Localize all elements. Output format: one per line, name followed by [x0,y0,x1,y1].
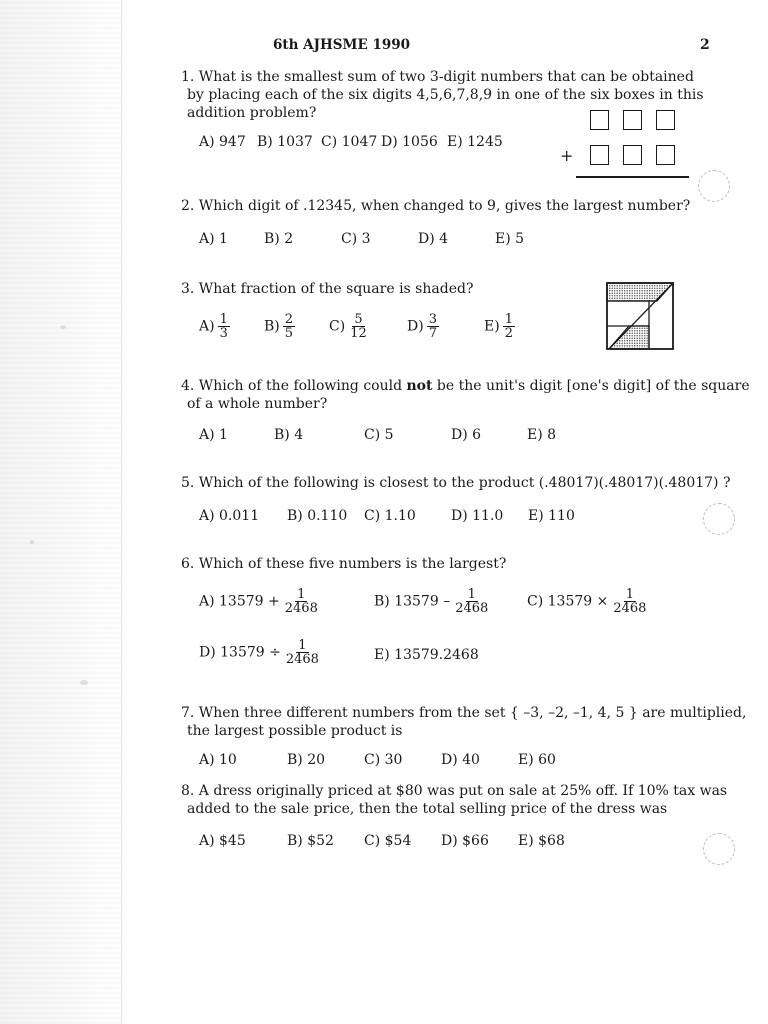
answer-choice [484,313,515,340]
question-line: of a whole number? [187,396,328,412]
fraction [284,639,321,666]
question-line: 5. Which of the following is closest to the product (.48017)(.48017)(.48017) ? [181,475,731,491]
answer-choice: B) 0.110 [287,508,348,524]
answer-choice: D) 1056 [381,134,438,150]
answer-choice: B) 1037 [257,134,313,150]
question-line: the largest possible product is [187,723,403,739]
answer-choice [199,313,230,340]
answer-choice [407,313,439,340]
answer-choice: E) 1245 [447,134,503,150]
digit-box [590,110,609,130]
question-line: 7. When three different numbers from the set { –3, –2, –1, 4, 5 } are multiplied, [181,705,747,721]
fraction-numerator: 1 [297,587,306,602]
answer-choice: C) 5 [364,427,394,443]
answer-choice: C) 3 [341,231,371,247]
choice-label: B) 13579 – [374,593,451,610]
question-line: 1. What is the smallest sum of two 3-digit numbers that can be obtained [181,69,694,85]
answer-choice: C) $54 [364,833,412,849]
fraction-denominator: 7 [428,326,437,341]
fraction [427,313,439,340]
punch-hole-mark [698,170,730,202]
fraction-numerator: 2 [284,312,294,327]
answer-choice [199,588,320,615]
answer-choice: E) 60 [518,752,556,768]
plus-sign: + [560,146,574,165]
fraction-numerator: 1 [504,312,513,327]
shaded-square-figure [606,282,674,350]
question-line: 8. A dress originally priced at $80 was put on sale at 25% off. If 10% tax was [181,783,728,799]
question-6-text [181,555,506,573]
answer-choice: C) 30 [364,752,403,768]
punch-hole-mark [703,503,735,535]
page-fold-line [121,0,122,1024]
choice-label: C) [329,318,346,335]
answer-choice: C) 1047 [321,134,378,150]
page-title: 6th AJHSME 1990 [273,37,411,53]
question-line: 3. What fraction of the square is shaded? [181,281,474,297]
fraction-denominator: 2 [504,326,513,341]
fraction-denominator: 2468 [285,652,319,667]
answer-choice: D) 4 [418,231,449,247]
question-4-text [181,377,750,413]
fraction-numerator: 1 [625,587,635,602]
answer-choice: A) 1 [199,427,228,443]
page-number: 2 [700,37,710,53]
question-8-text [181,782,727,818]
fraction-numerator: 1 [219,312,228,327]
question-line: 6. Which of these five numbers is the largest? [181,556,507,572]
scan-speck [30,540,34,544]
choice-label: D) [407,318,424,335]
answer-choice [264,313,295,340]
fraction-denominator: 2468 [613,601,647,616]
question-3-text [181,280,473,298]
digit-box [623,110,642,130]
answer-choice: D) $66 [441,833,489,849]
fraction [611,588,648,615]
answer-choice: A) 947 [199,134,246,150]
text-run: 4. Which of the following could [181,378,407,394]
answer-choice [527,588,648,615]
answer-choice: A) 0.011 [199,508,260,524]
answer-choice: B) $52 [287,833,334,849]
answer-choice: B) 20 [287,752,326,768]
fraction [453,588,490,615]
question-line: added to the sale price, then the total selling price of the dress was [187,801,668,817]
answer-choice: D) 6 [451,427,482,443]
fraction-denominator: 3 [219,326,228,341]
fraction-numerator: 1 [467,587,476,602]
fraction-denominator: 12 [350,326,367,341]
answer-choice: A) $45 [199,833,246,849]
answer-choice: E) 110 [528,508,575,524]
answer-choice [374,588,490,615]
question-line: 2. Which digit of .12345, when changed to 9, gives the largest number? [181,198,691,214]
digit-box [656,110,675,130]
sum-line [576,176,689,178]
fraction [348,313,369,340]
answer-choice: D) 11.0 [451,508,504,524]
punch-hole-mark [703,833,735,865]
fraction [283,588,320,615]
scan-speck [60,325,66,329]
scan-margin-texture [0,0,125,1024]
answer-choice: E) 5 [495,231,525,247]
choice-label: B) [264,318,280,335]
answer-choice: B) 4 [274,427,304,443]
fraction-numerator: 1 [298,638,307,653]
digit-box [590,145,609,165]
answer-choice: E) $68 [518,833,565,849]
answer-choice: E) 8 [527,427,557,443]
digit-box [656,145,675,165]
question-line: by placing each of the six digits 4,5,6,7,8,9 in one of the six boxes in this [187,87,704,103]
answer-choice: A) 10 [199,752,237,768]
fraction [283,313,295,340]
choice-label: A) 13579 + [199,593,280,610]
fraction [218,313,230,340]
fraction-numerator: 3 [428,312,437,327]
question-7-text [181,704,746,740]
question-5-text [181,474,730,492]
answer-choice: B) 2 [264,231,294,247]
digit-box [623,145,642,165]
question-line [181,378,750,394]
fraction [503,313,515,340]
scan-speck [80,680,88,685]
answer-choice [199,639,321,666]
choice-label: D) 13579 ÷ [199,644,281,661]
choice-label: E) [484,318,500,335]
fraction-denominator: 2468 [455,601,489,616]
shaded-region-bottom [609,326,649,349]
question-2-text [181,197,690,215]
fraction-numerator: 5 [354,312,363,327]
choice-label: C) 13579 × [527,593,609,610]
answer-choice: C) 1.10 [364,508,416,524]
question-line: addition problem? [187,105,317,121]
text-run: be the unit's digit [one's digit] of the square [432,378,750,394]
choice-label: A) [199,318,215,335]
fraction-denominator: 2468 [284,601,318,616]
answer-choice: E) 13579.2468 [374,647,479,663]
answer-choice: D) 40 [441,752,480,768]
shaded-region-top [607,283,673,301]
fraction-denominator: 5 [284,326,294,341]
answer-choice [329,313,369,340]
emphasis-not: not [406,378,433,394]
answer-choice: A) 1 [199,231,228,247]
